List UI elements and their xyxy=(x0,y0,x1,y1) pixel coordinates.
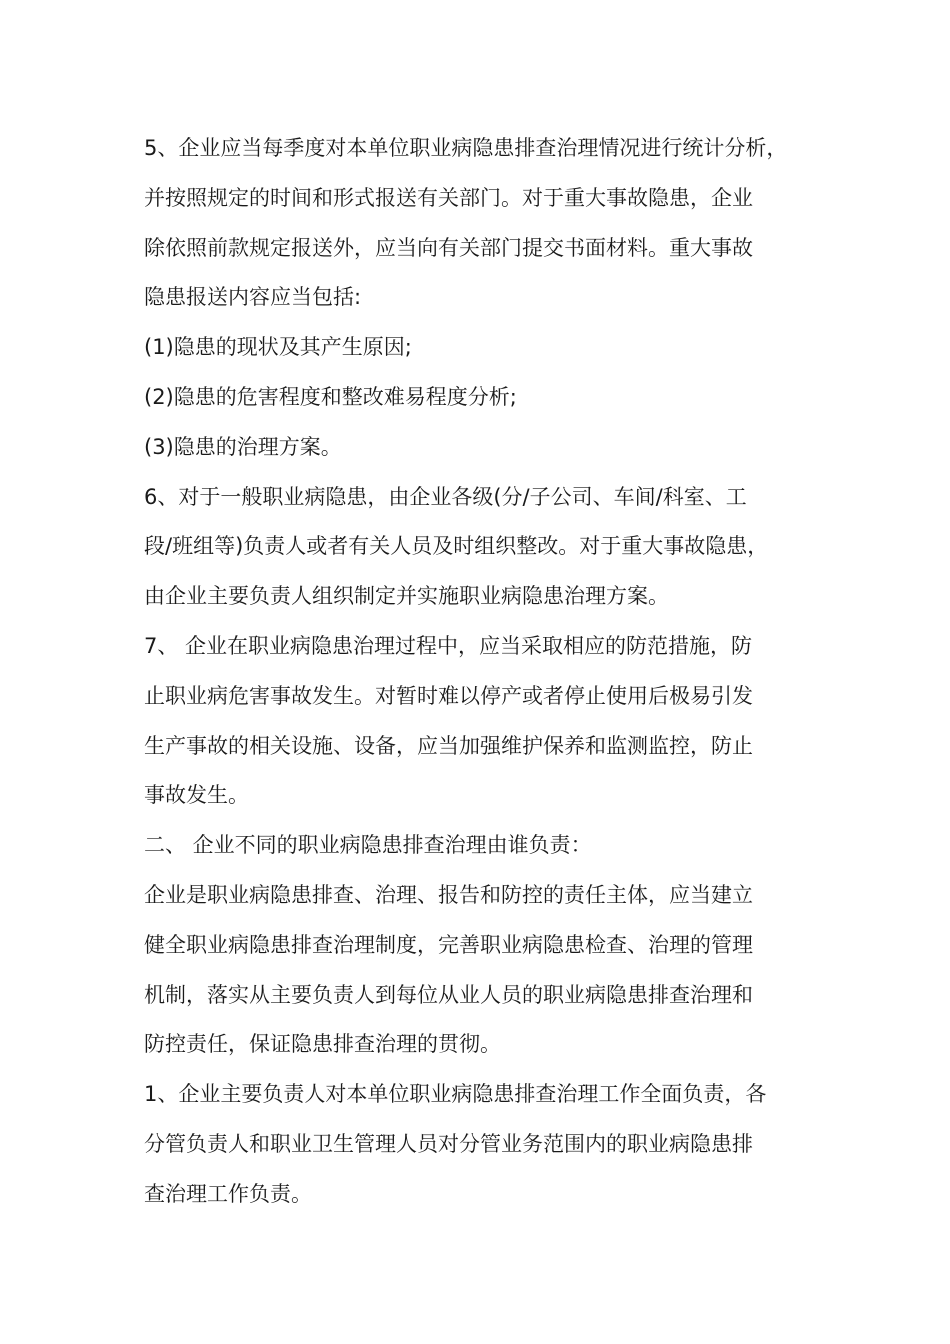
text-line: 事故发生。 xyxy=(144,783,249,808)
text-line: 由企业主要负责人组织制定并实施职业病隐患治理方案。 xyxy=(144,584,669,609)
text-line: 段/班组等)负责人或者有关人员及时组织整改。对于重大事故隐患， xyxy=(144,534,769,559)
text-line: (3)隐患的治理方案。 xyxy=(144,434,342,459)
text-line: 防控责任，保证隐患排查治理的贯彻。 xyxy=(144,1032,501,1057)
text-line: 机制，落实从主要负责人到每位从业人员的职业病隐患排查治理和 xyxy=(144,982,753,1007)
text-line: 除依照前款规定报送外，应当向有关部门提交书面材料。重大事故 xyxy=(144,235,753,260)
text-line: 7、 企业在职业病隐患治理过程中，应当采取相应的防范措施，防 xyxy=(144,633,753,658)
text-line: 二、 企业不同的职业病隐患排查治理由谁负责： xyxy=(144,833,592,858)
text-line: 5、企业应当每季度对本单位职业病隐患排查治理情况进行统计分析， xyxy=(144,136,788,160)
text-line: 1、企业主要负责人对本单位职业病隐患排查治理工作全面负责，各 xyxy=(144,1082,767,1107)
text-line: 生产事故的相关设施、设备，应当加强维护保养和监测监控，防止 xyxy=(144,733,753,758)
text-line: (1)隐患的现状及其产生原因; xyxy=(144,335,412,360)
text-line: 企业是职业病隐患排查、治理、报告和防控的责任主体，应当建立 xyxy=(144,882,753,907)
text-line: 分管负责人和职业卫生管理人员对分管业务范围内的职业病隐患排 xyxy=(144,1131,753,1156)
text-line: 查治理工作负责。 xyxy=(144,1181,312,1206)
text-line: 6、对于一般职业病隐患，由企业各级(分/子公司、车间/科室、工 xyxy=(144,484,747,509)
text-line: (2)隐患的危害程度和整改难易程度分析; xyxy=(144,384,517,409)
text-line: 止职业病危害事故发生。对暂时难以停产或者停止使用后极易引发 xyxy=(144,683,753,708)
text-line: 并按照规定的时间和形式报送有关部门。对于重大事故隐患，企业 xyxy=(144,185,753,210)
text-line: 隐患报送内容应当包括: xyxy=(144,285,362,310)
text-line: 健全职业病隐患排查治理制度，完善职业病隐患检查、治理的管理 xyxy=(144,932,753,957)
document-body xyxy=(144,124,834,1220)
